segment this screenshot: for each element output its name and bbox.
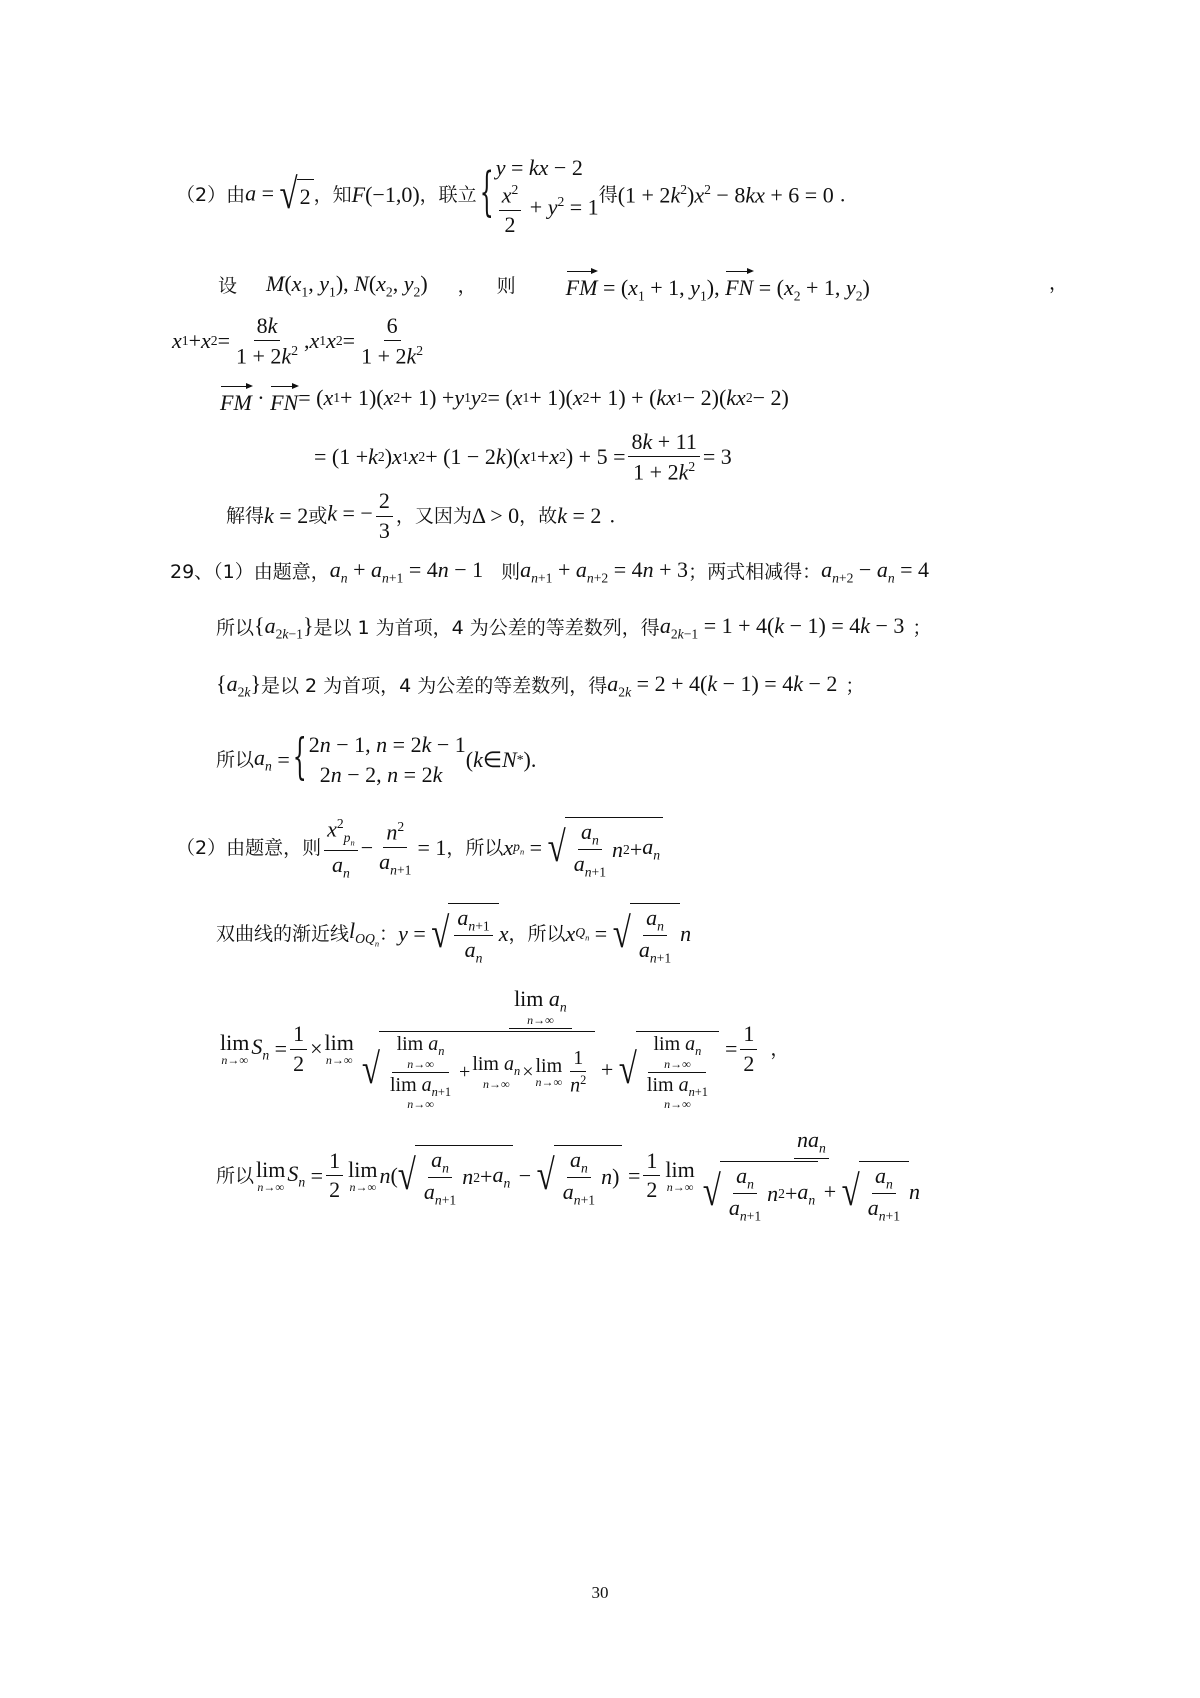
formula-focus: F(−1,0)	[351, 182, 420, 207]
because-text: ，又因为	[395, 504, 472, 527]
vieta-line: x 1 + x 2 = $\frac{8k}{1 + 2k^2}$ , x 1 x 2 = $\frac{6}{1 + 2k^2}$	[172, 312, 424, 369]
set-line	[218, 268, 1068, 304]
part2-intro-line	[176, 150, 859, 240]
set-text: 设	[218, 274, 238, 297]
part2b-line1: （2）由题意，则 $\frac{x^2_{p_n}}{a_n}$ − $\frac{n^2}{a_{n+1}}$ = 1 ，所以 x $p_n$ = √ $\frac{a_n}{a_{n+1}}$ n 2 + $a_n$	[176, 812, 663, 884]
system-equations: { y = kx − 2 $\frac{x^2}{2}$ + $y^2 = 1$	[479, 154, 599, 237]
formula-a-sqrt2: a = √ 2	[245, 179, 314, 212]
end-punct: ．	[839, 183, 859, 206]
or-text: 或	[308, 504, 328, 527]
q29-label: 29、（1）由题意，	[170, 560, 330, 583]
therefore-text: ，故	[519, 504, 558, 527]
formula-vectors: FM = ($x_1 + 1$, $y_1$), FN = ($x_2 + 1$, $y_2$)	[566, 268, 870, 303]
then-text: 则	[496, 274, 516, 297]
solve-line: 解得 k = 2 或 k = − $\frac{2}{3}$ ，又因为 Δ > 0 ，故 k = 2 ．	[226, 488, 629, 543]
formula-quadratic: $(1 + 2k^2)x^2 - 8kx + 6 = 0$	[617, 182, 834, 208]
q29-sub: ；两式相减得：	[688, 560, 822, 583]
join-text: ，联立	[419, 183, 477, 206]
end-text: ．	[609, 504, 629, 527]
dot-product-line: FM · FN = ( x 1 + 1)( x 2 + 1) + y 1 y 2 = ( x 1 + 1)( x 2 + 1) + ( kx 1 − 2)( kx 2 − 2)	[220, 380, 789, 416]
q29-line3: $\{a_{2k}\}$ 是以 2 为首项，4 为公差的等差数列，得 $a_{2k} = 2 + 4(k - 1) = 4k - 2$ ；	[216, 670, 865, 700]
comma-text: ，	[457, 274, 477, 297]
last-line: 所以 lim n→∞ $S_n$ = $\frac{1}{2}$ lim n→∞ n ( √ $\frac{a_n}{a_{n+1}}$ n 2 + $a_n$ − √ $\frac{a_n}{a_{n+1}}$ n ) = $\frac{1}{2}$ lim n→∞ $na_n$ √ $\frac{a_n}{a_{n+1}}$ n 2 + $a_n$ + √ $\frac{a_n}{a_{n+1}}$ n	[216, 1127, 921, 1224]
page-number: 30	[591, 1583, 609, 1602]
asymptote-line: 双曲线的渐近线 $l_{OQ_n}$ ： y = √ $\frac{a_{n+1}}{a_n}$ x ，所以 x $Q_n$ = √ $\frac{a_n}{a_{n+1}}$ n	[216, 904, 692, 966]
formula-points: $M(x_1$, $y_1$), $N(x_2$, $y_2$)	[266, 270, 428, 300]
know-text: ，知	[313, 183, 352, 206]
limit-line: lim n→∞ $S_n$ = $\frac{1}{2}$ × lim n→∞ $\lim a_n$ n→∞ √ $\lim a_n$ n→∞ $\lim a_{n+1}$ n→∞ + $\lim a_n$ n→∞ × lim n→∞ $\frac{1}{n^2}$ + √ $\lim a_n$ n→∞ $\lim a_{n+1}$ n→∞ = $\frac{1}{2}$ ，	[220, 986, 790, 1111]
trailing-comma: ，	[1048, 272, 1068, 294]
get-text: 得	[598, 183, 618, 206]
q29-line2: 所以 $\{a_{2k-1}\}$ 是以 1 为首项，4 为公差的等差数列，得 $a_{2k-1} = 1 + 4(k - 1) = 4k - 3$ ；	[216, 612, 932, 642]
q29-then: 则	[501, 560, 521, 583]
part2-prefix: （2）由	[176, 183, 246, 206]
q29-line4: 所以 $a_n$ = { 2n − 1, n = 2k − 1 2n − 2, n = 2k ( k ∈ N * ).	[216, 731, 537, 787]
q29-line1: 29、（1）由题意， $a_n + a_{n+1} = 4n - 1$ 则 $a_{n+1} + a_{n+2} = 4n + 3$ ；两式相减得： $a_{n+2} - a_n = 4$	[170, 556, 930, 586]
solve-text: 解得	[226, 504, 265, 527]
expansion-line: = (1 + k 2 ) x 1 x 2 + (1 − 2 k )( x 1 + x 2 ) + 5 = $\frac{8k + 11}{1 + 2k^2}$ = 3	[314, 428, 732, 485]
